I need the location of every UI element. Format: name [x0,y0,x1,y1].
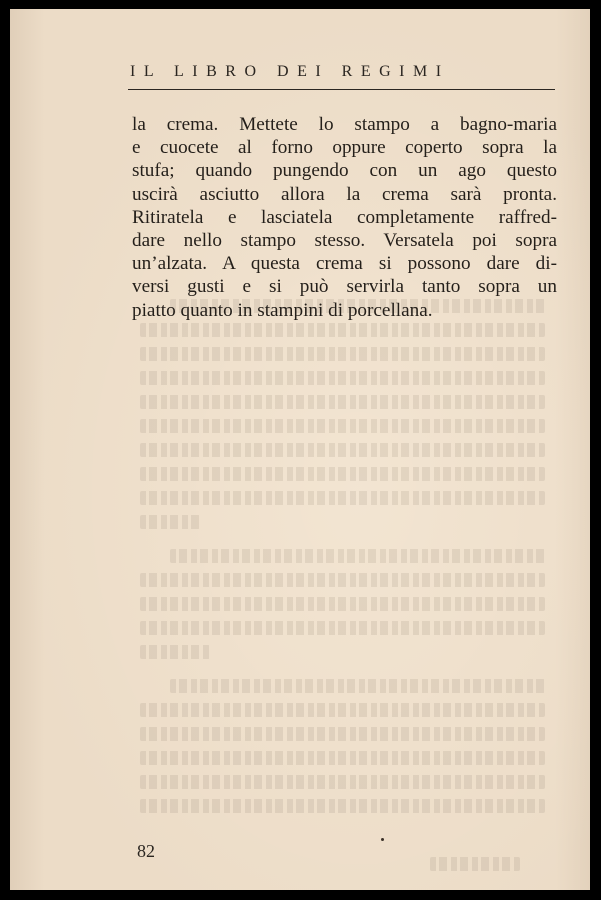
book-page [10,9,590,890]
page-number: 82 [137,841,155,861]
text-line: Ritiratela e lasciatela completamente raffred- [132,206,557,228]
text-line: dare nello stampo stesso. Versatela poi sopra [132,230,557,252]
paper-speck [381,838,384,841]
text-line: piatto quanto in stampini di porcellana. [132,299,433,321]
text-line: uscirà asciutto allora la crema sarà pronta. [132,183,557,205]
text-line: un’alzata. A questa crema si possono dare di- [132,253,557,275]
text-line: versi gusti e si può servirla tanto sopra un [132,276,557,298]
body-paragraph [132,113,557,322]
running-head: IL LIBRO DEI REGIMI [130,63,450,80]
header-rule [128,89,555,90]
text-line: e cuocete al forno oppure coperto sopra la [132,137,557,159]
text-line: la crema. Mettete lo stampo a bagno-maria [132,114,557,135]
text-line: stufa; quando pungendo con un ago questo [132,160,557,182]
